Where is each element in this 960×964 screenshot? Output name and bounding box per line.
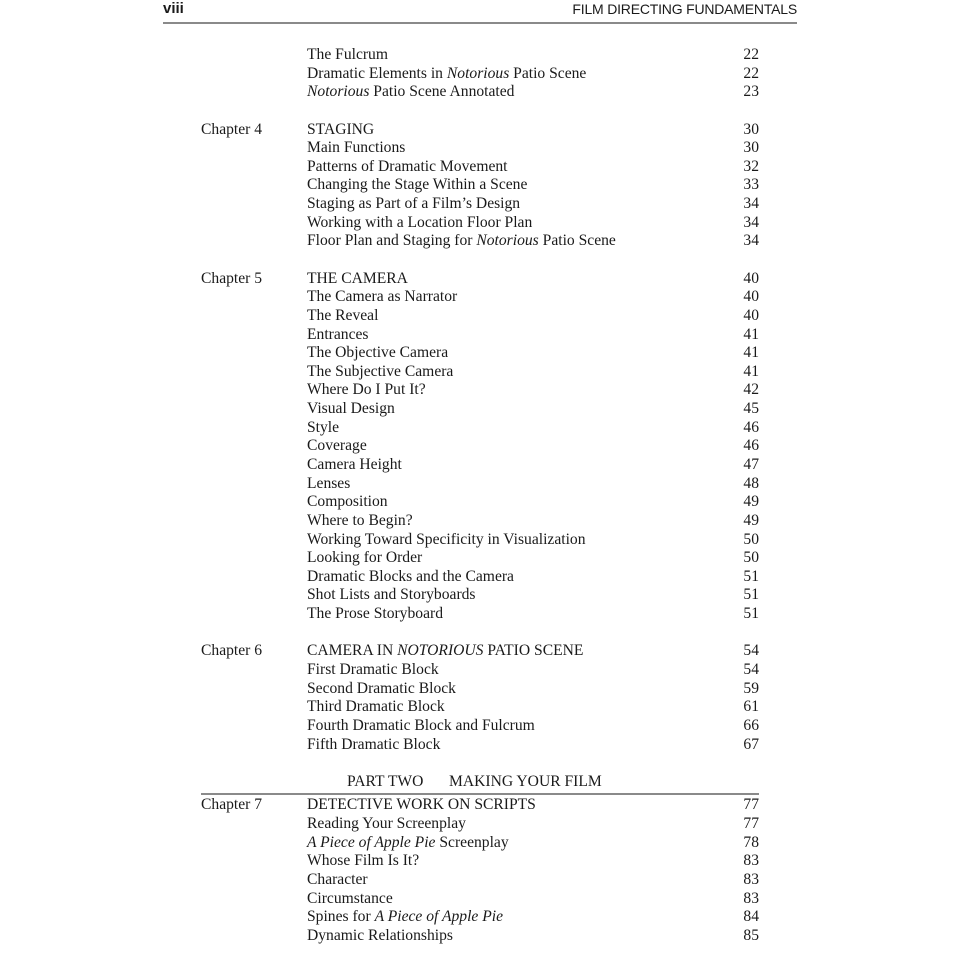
title-run: DETECTIVE WORK ON SCRIPTS — [307, 796, 536, 814]
section-title — [307, 83, 514, 102]
toc-chapter-row[interactable] — [0, 642, 960, 661]
section-title — [307, 717, 535, 736]
toc-entry[interactable] — [0, 46, 960, 65]
page-number: 46 — [743, 437, 759, 455]
page-number: 41 — [743, 344, 759, 362]
toc-entry[interactable] — [0, 400, 960, 419]
section-title — [307, 549, 422, 568]
toc-chapter — [0, 270, 960, 624]
page-number: 48 — [743, 474, 759, 492]
toc-entry[interactable] — [0, 419, 960, 438]
chapter-label: Chapter 5 — [201, 269, 263, 287]
toc-entry[interactable] — [0, 65, 960, 84]
section-title — [307, 908, 503, 927]
title-run: The Prose Storyboard — [307, 605, 443, 623]
page-number: 78 — [743, 833, 759, 851]
page-number: 83 — [743, 852, 759, 870]
section-title — [307, 568, 514, 587]
title-run: Floor Plan and Staging for — [307, 232, 477, 250]
toc-entry[interactable] — [0, 698, 960, 717]
toc-entry[interactable] — [0, 586, 960, 605]
section-title — [307, 195, 520, 214]
title-run: Where Do I Put It? — [307, 381, 426, 399]
title-run: Where to Begin? — [307, 511, 413, 529]
toc-entry[interactable] — [0, 344, 960, 363]
page-number: 50 — [743, 530, 759, 548]
page-number: 22 — [743, 64, 759, 82]
page-number: 67 — [743, 735, 759, 753]
title-italic-run: Notorious — [476, 232, 539, 250]
title-run: Dramatic Blocks and the Camera — [307, 567, 514, 585]
title-run: Camera Height — [307, 456, 402, 473]
page-number: 54 — [743, 661, 759, 678]
section-title — [307, 456, 402, 475]
section-title — [307, 815, 466, 834]
chapter-label: Chapter 4 — [201, 120, 263, 138]
page-number: 45 — [743, 400, 759, 418]
page-number: 85 — [743, 926, 759, 944]
toc-entry[interactable] — [0, 475, 960, 494]
page-number: 47 — [743, 456, 759, 473]
toc-entry[interactable] — [0, 549, 960, 568]
section-title — [307, 363, 453, 382]
title-run: Main Functions — [307, 139, 406, 157]
toc-entry[interactable] — [0, 139, 960, 158]
section-title — [307, 344, 448, 363]
title-run: Character — [307, 871, 368, 888]
title-run: Coverage — [307, 437, 367, 455]
chapter-title — [307, 270, 408, 289]
toc-entry[interactable] — [0, 908, 960, 927]
title-run: Fifth Dramatic Block — [307, 735, 441, 753]
section-title — [307, 232, 616, 251]
page-number: 66 — [743, 716, 759, 734]
section-title — [307, 419, 339, 438]
book-title: FILM DIRECTING FUNDAMENTALS — [572, 1, 797, 17]
page-number: 33 — [743, 176, 759, 194]
chapter-title — [307, 642, 583, 661]
section-title — [307, 326, 368, 345]
page-number: 42 — [743, 381, 759, 399]
page-folio: viii — [163, 0, 184, 17]
title-run: The Reveal — [307, 306, 379, 324]
title-run: The Fulcrum — [307, 46, 388, 63]
chapter-title — [307, 796, 536, 815]
toc-entry[interactable] — [0, 890, 960, 909]
section-title — [307, 605, 443, 624]
title-run: Circumstance — [307, 889, 393, 907]
page-number: 51 — [743, 567, 759, 585]
page-number: 77 — [743, 796, 759, 814]
toc-entry[interactable] — [0, 437, 960, 456]
toc-entry[interactable] — [0, 680, 960, 699]
section-title — [307, 852, 419, 871]
title-italic-run: Notorious — [446, 64, 510, 82]
title-run: The Objective Camera — [307, 344, 449, 362]
section-title — [307, 698, 445, 717]
toc-entry[interactable] — [0, 326, 960, 345]
section-title — [307, 890, 393, 909]
section-title — [307, 65, 586, 84]
toc-entry[interactable] — [0, 834, 960, 853]
toc-entry[interactable] — [0, 871, 960, 890]
page-number: 50 — [743, 549, 759, 567]
section-title — [307, 139, 405, 158]
title-italic-run: A Piece of Apple Pie — [374, 908, 504, 926]
chapter-label: Chapter 7 — [201, 796, 263, 814]
page-number: 83 — [743, 889, 759, 907]
title-run: Dramatic Elements in — [307, 64, 447, 82]
title-run: Third Dramatic Block — [307, 698, 445, 716]
section-title — [307, 475, 350, 494]
title-italic-run: A Piece of Apple Pie — [307, 833, 436, 851]
page-number: 40 — [743, 269, 759, 287]
page-number: 23 — [743, 83, 759, 101]
section-title — [307, 307, 378, 326]
section-title — [307, 158, 508, 177]
page-number: 32 — [743, 157, 759, 175]
title-run: Changing the Stage Within a Scene — [307, 176, 528, 194]
page-number: 41 — [743, 362, 759, 380]
section-title — [307, 531, 586, 550]
toc-entry[interactable] — [0, 815, 960, 834]
toc-entry[interactable] — [0, 493, 960, 512]
toc-entry[interactable] — [0, 568, 960, 587]
part-title: MAKING YOUR FILM — [449, 772, 602, 790]
page-number: 61 — [743, 698, 759, 716]
chapter-label: Chapter 6 — [201, 642, 263, 660]
toc-entry[interactable] — [0, 852, 960, 871]
section-title — [307, 871, 368, 890]
section-title — [307, 661, 439, 680]
page-number: 54 — [743, 642, 759, 660]
section-title — [307, 437, 367, 456]
toc-entry[interactable] — [0, 214, 960, 233]
title-run: First Dramatic Block — [307, 661, 439, 678]
section-title — [307, 214, 532, 233]
toc-entry[interactable] — [0, 195, 960, 214]
section-title — [307, 680, 456, 699]
page-number: 34 — [743, 213, 759, 231]
title-run: CAMERA IN — [307, 642, 398, 660]
table-of-contents — [0, 46, 960, 964]
title-run: Shot Lists and Storyboards — [307, 586, 476, 604]
section-title — [307, 493, 388, 512]
title-run: Working Toward Specificity in Visualization — [307, 530, 586, 548]
page-number: 51 — [743, 605, 759, 623]
title-run: Entrances — [307, 325, 369, 343]
toc-entry[interactable] — [0, 927, 960, 946]
toc-chapter — [0, 121, 960, 251]
page-number: 49 — [743, 511, 759, 529]
toc-entry[interactable] — [0, 661, 960, 680]
page-number: 49 — [743, 493, 759, 511]
title-run: Patterns of Dramatic Movement — [307, 157, 508, 175]
running-head — [163, 0, 797, 24]
toc-entry[interactable] — [0, 363, 960, 382]
section-title — [307, 512, 413, 531]
part-label: PART TWO — [347, 772, 424, 790]
toc-entry[interactable] — [0, 456, 960, 475]
title-run: Visual Design — [307, 400, 395, 418]
toc-chapter — [0, 796, 960, 945]
toc-entry[interactable] — [0, 176, 960, 195]
toc-entry[interactable] — [0, 307, 960, 326]
section-title — [307, 834, 509, 853]
title-run: Patio Scene Annotated — [369, 83, 515, 101]
page-number: 34 — [743, 195, 759, 213]
page-number: 40 — [743, 288, 759, 306]
page-number: 30 — [743, 120, 759, 138]
title-run: The Camera as Narrator — [307, 288, 458, 306]
toc-entry[interactable] — [0, 531, 960, 550]
title-run: Whose Film Is It? — [307, 852, 420, 870]
page-number: 22 — [743, 46, 759, 63]
page-number: 77 — [743, 815, 759, 833]
section-title — [307, 400, 395, 419]
toc-chapter — [0, 642, 960, 754]
toc-continued-sections — [0, 46, 960, 102]
page-number: 30 — [743, 139, 759, 157]
title-run: PATIO SCENE — [483, 642, 584, 660]
toc-entry[interactable] — [0, 512, 960, 531]
title-run: Dynamic Relationships — [307, 926, 453, 944]
toc-chapter-row[interactable] — [0, 796, 960, 815]
section-title — [307, 46, 388, 65]
toc-entry[interactable] — [0, 736, 960, 755]
section-title — [307, 927, 453, 946]
title-run: Patio Scene — [538, 232, 616, 250]
toc-entry[interactable] — [0, 717, 960, 736]
toc-entry[interactable] — [0, 158, 960, 177]
section-title — [307, 736, 440, 755]
title-run: Spines for — [307, 908, 375, 926]
toc-entry[interactable] — [0, 83, 960, 102]
title-run: Looking for Order — [307, 549, 423, 567]
toc-chapter-row[interactable] — [0, 270, 960, 289]
title-run: Staging as Part of a Film’s Design — [307, 195, 521, 213]
page-number: 41 — [743, 325, 759, 343]
title-run: Reading Your Screenplay — [307, 815, 466, 833]
toc-entry[interactable] — [0, 288, 960, 307]
toc-chapter-row[interactable] — [0, 121, 960, 140]
section-title — [307, 288, 457, 307]
page-number: 59 — [743, 679, 759, 697]
part-heading — [0, 773, 960, 792]
title-run: The Subjective Camera — [307, 362, 454, 380]
part-divider — [201, 793, 759, 795]
title-run: Working with a Location Floor Plan — [307, 213, 533, 231]
title-run: Screenplay — [435, 833, 509, 851]
title-italic-run: Notorious — [307, 83, 370, 101]
page-number: 46 — [743, 418, 759, 436]
page-number: 34 — [743, 232, 759, 250]
title-run: Fourth Dramatic Block and Fulcrum — [307, 716, 535, 734]
title-run: Second Dramatic Block — [307, 679, 456, 697]
chapter-title — [307, 121, 374, 140]
page-number: 83 — [743, 871, 759, 888]
title-italic-run: NOTORIOUS — [397, 642, 484, 660]
title-run: Composition — [307, 493, 388, 511]
title-run: Patio Scene — [509, 64, 587, 82]
section-title — [307, 586, 476, 605]
page-number: 84 — [743, 908, 759, 926]
title-run: Style — [307, 418, 340, 436]
title-run: THE CAMERA — [307, 269, 408, 287]
section-title — [307, 176, 527, 195]
section-title — [307, 381, 426, 400]
title-run: STAGING — [307, 120, 375, 138]
title-run: Lenses — [307, 474, 351, 492]
toc-entry[interactable] — [0, 381, 960, 400]
page-number: 51 — [743, 586, 759, 604]
page-number: 40 — [743, 306, 759, 324]
toc-entry[interactable] — [0, 232, 960, 251]
toc-entry[interactable] — [0, 605, 960, 624]
